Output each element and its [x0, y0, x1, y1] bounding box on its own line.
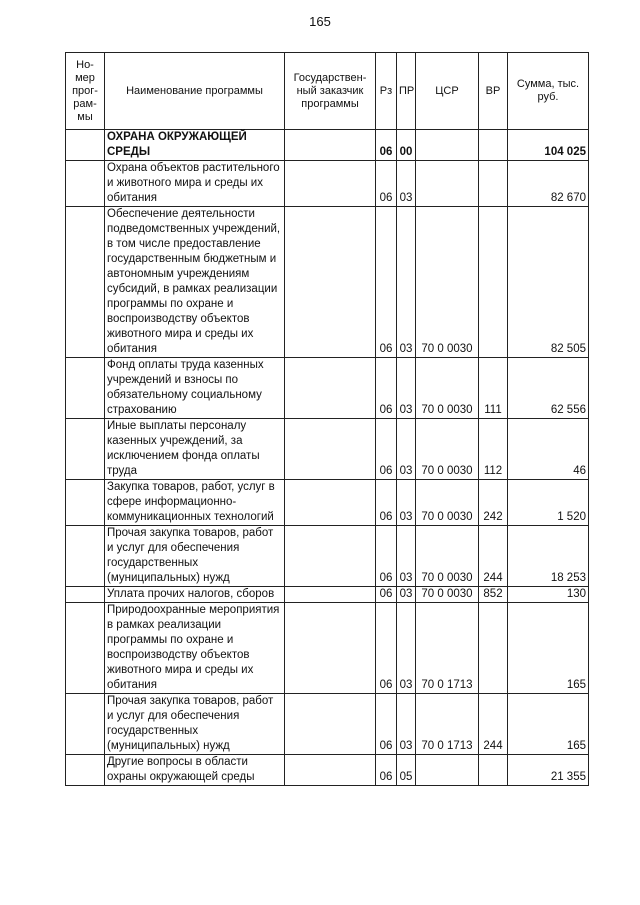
row-pr: 03 — [397, 207, 416, 358]
row-pr: 03 — [397, 526, 416, 587]
table-row — [66, 755, 589, 786]
row-vr — [479, 603, 508, 694]
row-csr: 70 0 0030 — [416, 419, 479, 480]
row-sum: 165 — [508, 694, 589, 755]
row-name: Обеспечение деятельности подведомственных учреждений, в том числе предоставление государственным бюджетным и автономным учреждениям субсидий, в рамках реализации программы по охране и воспроизводству объектов животного мира и среды их обитания — [105, 207, 285, 358]
row-vr — [479, 130, 508, 161]
row-csr: 70 0 0030 — [416, 358, 479, 419]
table-row — [66, 480, 589, 526]
row-vr: 244 — [479, 526, 508, 587]
table-row — [66, 587, 589, 603]
row-rz: 06 — [376, 694, 397, 755]
row-vr: 112 — [479, 419, 508, 480]
header-customer: Государствен-ный заказчик программы — [285, 53, 376, 130]
header-rz: Рз — [376, 53, 397, 130]
row-name: Закупка товаров, работ, услуг в сфере информационно-коммуникационных технологий — [105, 480, 285, 526]
row-csr: 70 0 0030 — [416, 480, 479, 526]
row-rz: 06 — [376, 603, 397, 694]
row-pr: 03 — [397, 161, 416, 207]
row-vr — [479, 161, 508, 207]
row-csr: 70 0 0030 — [416, 207, 479, 358]
row-name: Иные выплаты персоналу казенных учреждений, за исключением фонда оплаты труда — [105, 419, 285, 480]
row-vr: 242 — [479, 480, 508, 526]
row-pr: 00 — [397, 130, 416, 161]
row-vr — [479, 755, 508, 786]
row-sum: 62 556 — [508, 358, 589, 419]
page-number: 165 — [309, 14, 331, 29]
row-pr: 03 — [397, 419, 416, 480]
row-name: Прочая закупка товаров, работ и услуг для обеспечения государственных (муниципальных) нужд — [105, 694, 285, 755]
row-sum: 165 — [508, 603, 589, 694]
row-sum: 46 — [508, 419, 589, 480]
row-name: ОХРАНА ОКРУЖАЮЩЕЙ СРЕДЫ — [105, 130, 285, 161]
row-csr — [416, 161, 479, 207]
row-pr: 03 — [397, 694, 416, 755]
row-pr: 03 — [397, 603, 416, 694]
header-csr: ЦСР — [416, 53, 479, 130]
table-row — [66, 526, 589, 587]
row-csr: 70 0 1713 — [416, 603, 479, 694]
row-name: Охрана объектов растительного и животного мира и среды их обитания — [105, 161, 285, 207]
header-sum: Сумма, тыс. руб. — [508, 53, 589, 130]
row-name: Фонд оплаты труда казенных учреждений и взносы по обязательному социальному страхованию — [105, 358, 285, 419]
table-header-row — [66, 53, 589, 130]
row-rz: 06 — [376, 161, 397, 207]
table-row — [66, 130, 589, 161]
row-vr — [479, 207, 508, 358]
row-csr: 70 0 0030 — [416, 587, 479, 603]
header-pr: ПР — [397, 53, 416, 130]
row-sum: 130 — [508, 587, 589, 603]
row-name: Другие вопросы в области охраны окружающей среды — [105, 755, 285, 786]
row-sum: 18 253 — [508, 526, 589, 587]
row-rz: 06 — [376, 480, 397, 526]
table-row — [66, 694, 589, 755]
row-sum: 82 505 — [508, 207, 589, 358]
row-sum: 21 355 — [508, 755, 589, 786]
row-name: Уплата прочих налогов, сборов — [105, 587, 285, 603]
row-sum: 104 025 — [508, 130, 589, 161]
table-row — [66, 419, 589, 480]
table-row — [66, 161, 589, 207]
table-row — [66, 603, 589, 694]
row-rz: 06 — [376, 207, 397, 358]
row-pr: 03 — [397, 358, 416, 419]
row-rz: 06 — [376, 587, 397, 603]
row-rz: 06 — [376, 419, 397, 480]
row-vr: 244 — [479, 694, 508, 755]
row-csr — [416, 755, 479, 786]
row-pr: 03 — [397, 480, 416, 526]
header-program-name: Наименование программы — [105, 53, 285, 130]
table-row — [66, 207, 589, 358]
row-rz: 06 — [376, 526, 397, 587]
header-vr: ВР — [479, 53, 508, 130]
row-vr: 111 — [479, 358, 508, 419]
row-csr: 70 0 1713 — [416, 694, 479, 755]
row-vr: 852 — [479, 587, 508, 603]
table-row — [66, 358, 589, 419]
row-csr — [416, 130, 479, 161]
row-pr: 05 — [397, 755, 416, 786]
row-sum: 1 520 — [508, 480, 589, 526]
budget-table — [65, 52, 589, 786]
row-name: Природоохранные мероприятия в рамках реализации программы по охране и воспроизводству объектов животного мира и среды их обитания — [105, 603, 285, 694]
row-sum: 82 670 — [508, 161, 589, 207]
row-pr: 03 — [397, 587, 416, 603]
row-rz: 06 — [376, 130, 397, 161]
row-csr: 70 0 0030 — [416, 526, 479, 587]
row-rz: 06 — [376, 755, 397, 786]
row-name: Прочая закупка товаров, работ и услуг для обеспечения государственных (муниципальных) нужд — [105, 526, 285, 587]
header-program-number: Но-мер прог-рам-мы — [66, 53, 105, 130]
row-rz: 06 — [376, 358, 397, 419]
